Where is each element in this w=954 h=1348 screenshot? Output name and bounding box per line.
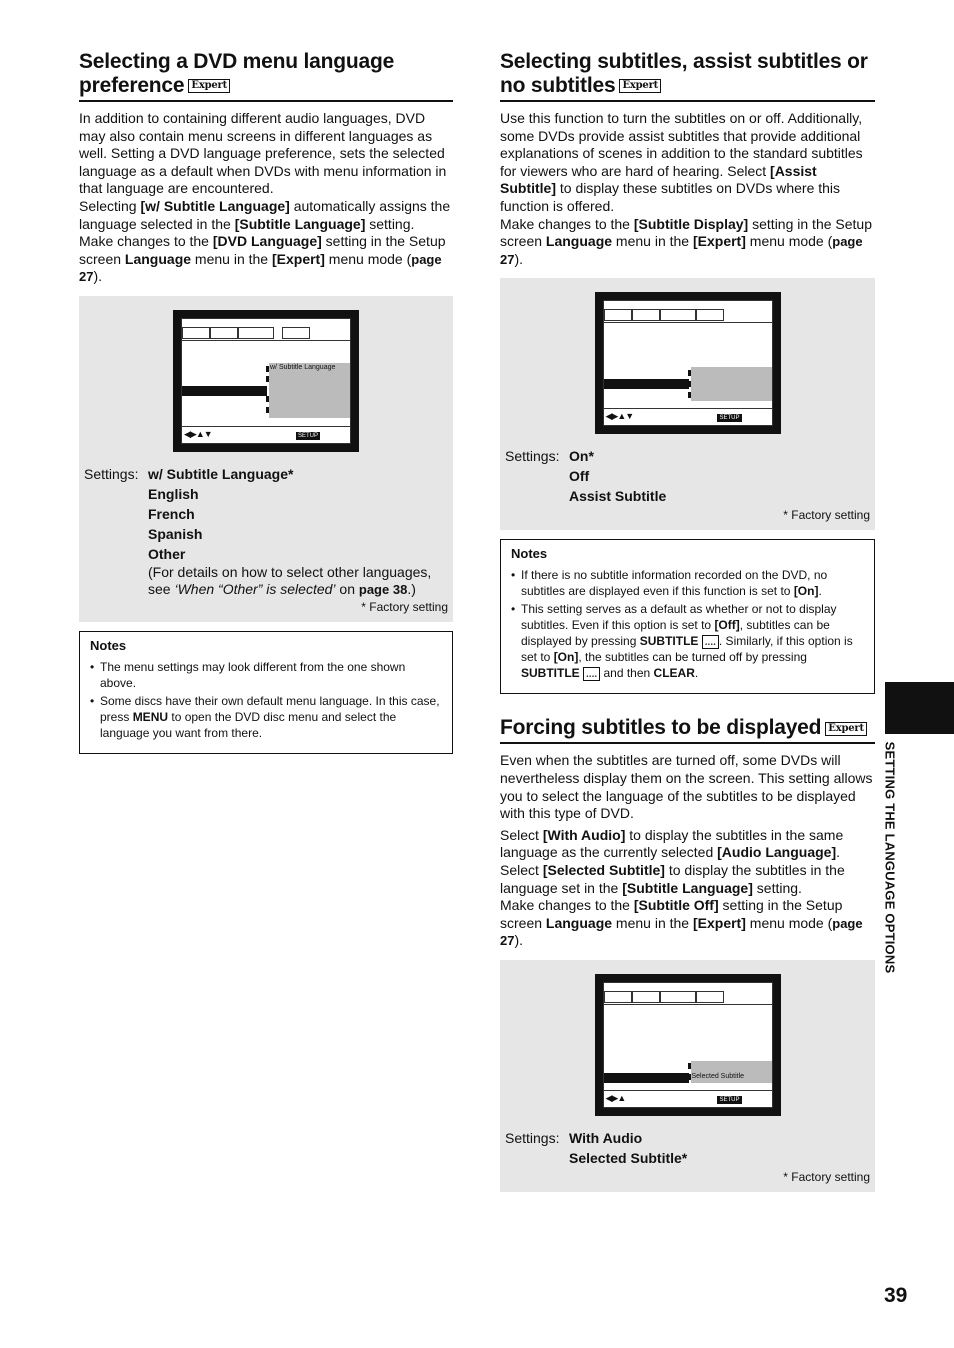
note-item: • This setting serves as a default as whether or not to display subtitles. Even if this option is set to [Off], subtitles can be displayed by pressing SUBTITLE .... . Similarly, if this option is set to [On], the subtitles can be turned off by pressing SUBTITLE .... and then CLEAR. [521, 601, 864, 681]
arrow-keys-icon: ◀▶▲▼ [184, 428, 212, 439]
setting-option: English [148, 485, 199, 502]
section-title-forcing-subtitles: Forcing subtitles to be displayed Expert [500, 716, 875, 744]
selected-menu-row [182, 386, 267, 396]
setting-option: With Audio [569, 1129, 643, 1146]
setup-screen-illustration [595, 292, 781, 434]
setting-option: French [148, 505, 195, 522]
notes-box: Notes • If there is no subtitle information recorded on the DVD, no subtitles are displayed even if this function is set to [On]. • This setting serves as a default as whether or not to display subtitles. Even if this option is set to [Off], subtitles can be displayed by pressing SUBTITLE .... . Similarly, if this option is set to [On], the subtitles can be turned off by pressing SUBTITLE .... and then CLEAR. [500, 539, 875, 694]
setting-option: Other [148, 545, 186, 562]
setting-option: Selected Subtitle* [569, 1149, 688, 1166]
chapter-tab [885, 682, 954, 734]
paragraph-make-changes: Make changes to the [Subtitle Off] setting in the Setup screen Language menu in the [Expert] menu mode (page 27). [500, 897, 863, 949]
arrow-keys-icon: ◀▶▲▼ [605, 411, 634, 422]
selected-menu-row [604, 1073, 689, 1083]
options-submenu [269, 363, 350, 418]
setup-icon: SETUP [719, 1096, 740, 1103]
paragraph-subtitle-language: Selecting [w/ Subtitle Language] automatically assigns the language selected in the [Subtitle Language] setting. [79, 197, 451, 232]
setting-option: Off [569, 468, 590, 485]
settings-list: Settings: On* Off Assist Subtitle [505, 448, 667, 505]
paragraph-make-changes: Make changes to the [DVD Language] setting in the Setup screen Language menu in the [Expert] menu mode (page 27). [79, 233, 446, 285]
factory-setting-note: * Factory setting [783, 508, 870, 523]
settings-list: Settings: With Audio Selected Subtitle* [505, 1129, 688, 1166]
settings-panel [500, 278, 875, 530]
factory-setting-note: * Factory setting [361, 599, 448, 614]
setting-option: Assist Subtitle [569, 488, 667, 505]
section-title-dvd-menu-language: Selecting a DVD menu language preference Expert [79, 50, 453, 102]
selected-menu-row [604, 379, 689, 389]
intro-paragraph: In addition to containing different audio languages, DVD may also contain menu screens in different languages as well. Setting a DVD language preference, sets the selected language as a default when DVDs with menu information in that language are encountered. [79, 110, 447, 197]
submenu-label: w/ Subtitle Language [270, 363, 336, 371]
submenu-label: Selected Subtitle [691, 1072, 745, 1080]
settings-list: Settings: w/ Subtitle Language* English French Spanish Other (For details on how to select other languages, see ‘When “Other” is selected’ on page 38.) [84, 464, 448, 598]
setting-option: Spanish [148, 525, 203, 542]
subtitle-button-icon: .... [583, 667, 600, 681]
forcing-intro-paragraph: Even when the subtitles are turned off, some DVDs will nevertheless display them on the screen. This setting allows you to select the language of the subtitles to be displayed with this type of DVD. [500, 752, 873, 822]
page-number: 39 [884, 1284, 908, 1307]
setup-icon: SETUP [297, 432, 318, 439]
side-chapter-label: SETTING THE LANGUAGE OPTIONS [882, 741, 898, 974]
setting-option: w/ Subtitle Language* [148, 465, 294, 482]
notes-box: Notes • The menu settings may look different from the one shown above. • Some discs have their own default menu language. In this case, press MENU to open the DVD disc menu and select the language you want from there. [79, 631, 453, 754]
options-submenu [691, 367, 772, 401]
setup-icon: SETUP [719, 415, 740, 422]
subtitle-button-icon: .... [702, 635, 719, 649]
expert-badge: Expert [188, 79, 230, 93]
note-item: • The menu settings may look different from the one shown above. [100, 659, 442, 691]
expert-badge: Expert [619, 79, 661, 93]
left-column [79, 50, 453, 754]
subtitle-intro-paragraph: Use this function to turn the subtitles on or off. Additionally, some DVDs provide assist subtitles that provide additional explanations of scenes in addition to the standard subtitles for viewers who are hard of hearing. Select [Assist Subtitle] to display these subtitles on DVDs where this function is offered. [500, 110, 863, 214]
other-language-note: (For details on how to select other languages, see ‘When “Other” is selected’ on page 38.) [148, 563, 432, 597]
settings-panel [79, 296, 453, 622]
right-column [500, 50, 875, 1192]
section-title-subtitles: Selecting subtitles, assist subtitles or no subtitles Expert [500, 50, 875, 102]
factory-setting-note: * Factory setting [783, 1169, 870, 1184]
note-item: • If there is no subtitle information recorded on the DVD, no subtitles are displayed even if this function is set to [On]. [521, 567, 864, 599]
setup-screen-illustration [595, 974, 781, 1116]
note-item: • Some discs have their own default menu language. In this case, press MENU to open the DVD disc menu and select the language you want from there. [100, 693, 442, 741]
paragraph-with-audio: Select [With Audio] to display the subtitles in the same language as the currently selected [Audio Language]. [500, 826, 844, 861]
setup-screen-illustration [173, 310, 359, 452]
settings-panel [500, 960, 875, 1192]
screen-tabs [182, 327, 310, 339]
expert-badge: Expert [825, 722, 867, 736]
paragraph-make-changes: Make changes to the [Subtitle Display] setting in the Setup screen Language menu in the [Expert] menu mode (page 27). [500, 215, 872, 267]
paragraph-selected-subtitle: Select [Selected Subtitle] to display the subtitles in the language set in the [Subtitle Language] setting. [500, 861, 845, 896]
setting-option: On* [569, 448, 594, 465]
arrow-keys-icon: ◀▶▲ [605, 1092, 626, 1103]
